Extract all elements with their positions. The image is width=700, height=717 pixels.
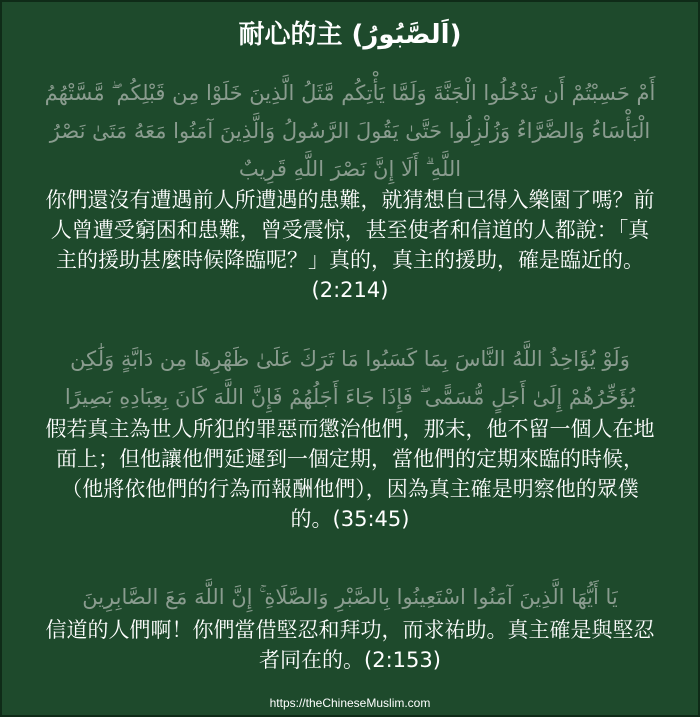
verse-3-translation: 信道的人們啊！你們當借堅忍和拜功，而求祐助。真主確是與堅忍者同在的。(2:153)	[45, 618, 655, 672]
page-title: 耐心的主 (اَلصَّبُورُ)	[238, 20, 462, 50]
verse-2-translation: 假若真主為世人所犯的罪惡而懲治他們，那末，他不留一個人在地面上；但他讓他們延遲到一個定期，當他們的定期來臨的時候，（他將依他們的行為而報酬他們），因為真主確是明察他的眾僕的。(35:45)	[45, 417, 655, 531]
verse-1-arabic: أَمْ حَسِبْتُمْ أَن تَدْخُلُوا الْجَنَّةَ وَلَمَّا يَأْتِكُم مَّثَلُ الَّذِينَ خَلَوْا مِن قَبْلِكُم ۖ مَّسَّتْهُمُ الْبَأْسَاءُ وَالضَّرَّاءُ وَزُلْزِلُوا حَتَّىٰ يَقُولَ الرَّسُولُ وَالَّذِينَ آمَنُوا مَعَهُ مَتَىٰ نَصْرُ اللَّهِ ۗ أَلَا إِنَّ نَصْرَ اللَّهِ قَرِيبٌ	[44, 81, 656, 181]
verse-1-translation: 你們還沒有遭遇前人所遭遇的患難，就猜想自己得入樂園了嗎？前人曾遭受窮困和患難，曾受震惊，甚至使者和信道的人都說：「真主的援助甚麼時候降臨呢？」真的，真主的援助，確是臨近的。(2:214)	[45, 188, 655, 302]
verse-2-arabic: وَلَوْ يُؤَاخِذُ اللَّهُ النَّاسَ بِمَا كَسَبُوا مَا تَرَكَ عَلَىٰ ظَهْرِهَا مِن دَابَّةٍ وَلَٰكِن يُؤَخِّرُهُمْ إِلَىٰ أَجَلٍ مُّسَمًّى ۖ فَإِذَا جَاءَ أَجَلُهُمْ فَإِنَّ اللَّهَ كَانَ بِعِبَادِهِ بَصِيرًا	[64, 347, 636, 409]
verse-3-arabic: يَا أَيُّهَا الَّذِينَ آمَنُوا اسْتَعِينُوا بِالصَّبْرِ وَالصَّلَاةِ ۚ إِنَّ اللَّهَ مَعَ الصَّابِرِينَ	[82, 585, 618, 609]
website-link[interactable]: https://theChineseMuslim.com	[269, 696, 431, 710]
